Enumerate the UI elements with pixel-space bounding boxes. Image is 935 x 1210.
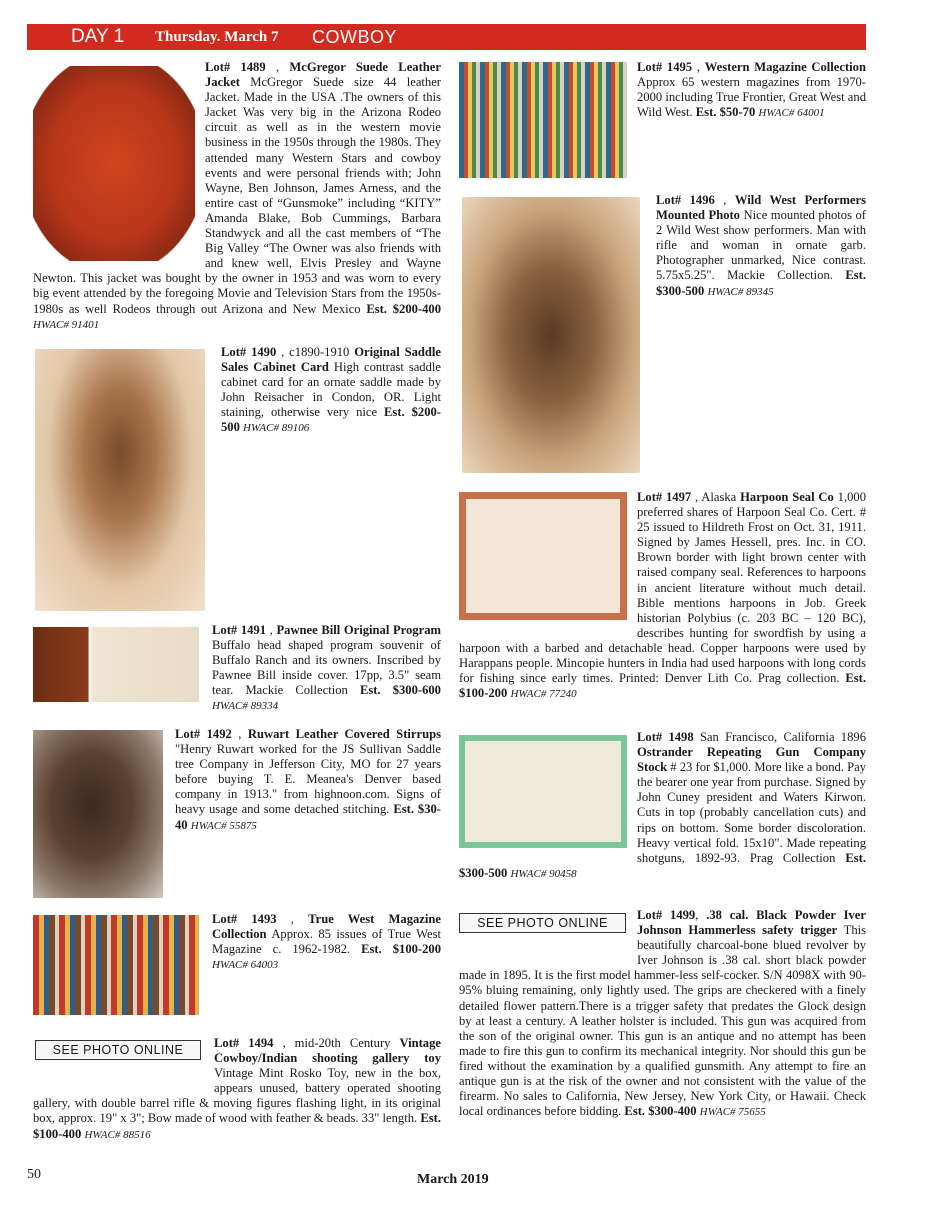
lot-number: Lot# 1489 bbox=[205, 60, 266, 74]
lot-description: McGregor Suede size 44 leather Jacket. Made in the USA .The owners of this Jacket Was very big in the Arizona Rodeo circuit as well as in the western movie business in the 1950s through the 1980s. They attended many Western Stars and cowboy events and were personal friends with; John Wayne, Ben Johnson, James Arness, and the entire cast of “Gunsmoke” including “KITY” Amanda Blake, Bob Cummings, Barbara Standwyck and all the cast members of “The Big Valley “The Owner was also friends with and knew well, Elvis Presley and Wayne Newton. This jacket was bought by the owner in 1953 and was worn to every big event attended by the foregoing Movie and Television Stars from the 1950s- 1980s as well Rodeos through out Arizona and New Mexico bbox=[33, 75, 441, 316]
see-photo-online-box[interactable] bbox=[35, 1040, 201, 1085]
lot-description: Buffalo head shaped program souvenir of Buffalo Ranch and its owners. Inscribed by Pawnee Bill inside cover. 17pp, 3.5" seam tear. Mackie Collection bbox=[212, 638, 441, 698]
lot-description: Approx. 85 issues of True West Magazine c. 1962-1982. bbox=[212, 927, 441, 957]
lot-prefix: , bbox=[696, 60, 700, 74]
lot-prefix: , c1890-1910 bbox=[281, 345, 350, 359]
lot-number: Lot# 1495 bbox=[637, 60, 693, 74]
lot-1498 bbox=[459, 730, 866, 882]
lot-estimate: Est. $300-500 bbox=[656, 268, 866, 298]
lot-estimate: Est. $50-70 bbox=[695, 105, 756, 120]
lot-estimate: Est. $100-200 bbox=[361, 942, 441, 957]
lot-number: Lot# 1490 bbox=[221, 345, 277, 359]
lot-estimate: Est. $100-400 bbox=[33, 1111, 441, 1141]
day-header-banner bbox=[27, 24, 866, 50]
ostrander-stock-certificate-photo[interactable] bbox=[459, 735, 627, 865]
lot-title: Wild West Performers Mounted Photo bbox=[656, 193, 867, 223]
lot-title: McGregor Suede Leather Jacket bbox=[205, 60, 441, 90]
lot-hwac: HWAC# 55875 bbox=[190, 819, 257, 832]
lot-hwac: HWAC# 90458 bbox=[510, 867, 577, 880]
lot-title: Vintage Cowboy/Indian shooting gallery toy bbox=[214, 1036, 441, 1066]
lot-hwac: HWAC# 89334 bbox=[212, 700, 279, 713]
lot-number: Lot# 1496 bbox=[656, 193, 715, 207]
lot-1490 bbox=[33, 345, 441, 611]
lot-prefix: , mid-20th Century bbox=[282, 1036, 391, 1050]
lot-prefix: , bbox=[238, 727, 242, 741]
lot-number: Lot# 1498 bbox=[637, 730, 694, 744]
lot-title: True West Magazine Collection bbox=[212, 912, 441, 942]
category-label: COWBOY bbox=[312, 27, 398, 47]
lot-description: # 23 for $1,000. More like a bond. Pay the bearer one year from purchase. Signed by John Cuney president and Waters Kirwon. Cuts in top (probably cancellation cuts) and rips on bottom. Some border discoloration. Heavy vertical fold. 15x10". Made repeating shotguns, 1892-93. Prag Collection bbox=[637, 760, 866, 865]
lot-hwac: HWAC# 64001 bbox=[758, 107, 825, 120]
lot-estimate: Est. $200-400 bbox=[366, 301, 441, 316]
lot-hwac: HWAC# 64003 bbox=[212, 959, 279, 972]
lot-hwac: HWAC# 77240 bbox=[510, 688, 577, 701]
lot-number: Lot# 1492 bbox=[175, 727, 232, 741]
lot-description: 1,000 preferred shares of Harpoon Seal Co. Cert. # 25 issued to Hildreth Frost on Oct. 31, 1911. Signed by James Hessell, pres. Inc. in CO. Brown border with light brown center with raised company seal. References to harpoons in ancient literature without much detail. Bible mentions harpoons in Job. Greek historian Polybius (c. 203 BC – 120 BC), describes hunting for swordfish by using a harpoon with a barbed and detachable head. Copper harpoons were used by Harappans people. Mincopie hunters in India had used harpoons with long cords for fishing since early times. Printed: Denver Lith Co. Prag collection. bbox=[459, 490, 866, 686]
wild-west-performers-photo[interactable] bbox=[462, 197, 640, 473]
lot-description: Nice mounted photos of 2 Wild West show performers. Man with rifle and woman in ornate garb. Photographer unmarked, Nice contrast. 5.75x5.25". Mackie Collection. bbox=[656, 208, 866, 283]
lot-estimate: Est. $300-400 bbox=[624, 1104, 697, 1119]
lot-title: Ostrander Repeating Gun Company Stock bbox=[637, 745, 866, 775]
lot-description: Approx 65 western magazines from 1970-2000 including True Frontier, Great West and Wild West. bbox=[637, 75, 866, 120]
lot-hwac: HWAC# 75655 bbox=[699, 1106, 766, 1119]
pawnee-bill-program-photo[interactable] bbox=[33, 627, 199, 702]
lot-1489 bbox=[33, 60, 441, 333]
lot-number: Lot# 1491 bbox=[212, 623, 267, 637]
lot-1493 bbox=[33, 912, 441, 1015]
lot-description: High contrast saddle cabinet card for an ornate saddle made by John Reisacher in Condon, OR. Light staining, otherwise very nice bbox=[221, 360, 441, 420]
lot-estimate: Est. $300-600 bbox=[359, 683, 441, 698]
lot-hwac: HWAC# 89345 bbox=[707, 285, 774, 298]
lot-title: Pawnee Bill Original Program bbox=[276, 623, 442, 637]
date-label: Thursday. March 7 bbox=[155, 29, 279, 45]
see-photo-online-label: SEE PHOTO ONLINE bbox=[459, 913, 626, 933]
lot-prefix: , bbox=[269, 623, 273, 637]
lot-title: Western Magazine Collection bbox=[704, 60, 866, 74]
lot-title: Original Saddle Sales Cabinet Card bbox=[221, 345, 441, 375]
issue-date: March 2019 bbox=[417, 1172, 489, 1187]
lot-prefix: , bbox=[275, 60, 280, 74]
saddle-cabinet-card-photo[interactable] bbox=[35, 349, 205, 611]
lot-number: Lot# 1493 bbox=[212, 912, 277, 926]
lot-1496 bbox=[459, 193, 866, 473]
lot-prefix: , bbox=[723, 193, 727, 207]
lot-number: Lot# 1499 bbox=[637, 908, 696, 922]
lot-hwac: HWAC# 89106 bbox=[243, 422, 310, 435]
lot-title: Harpoon Seal Co bbox=[740, 490, 834, 504]
see-photo-online-label: SEE PHOTO ONLINE bbox=[35, 1040, 201, 1060]
harpoon-seal-certificate-photo[interactable] bbox=[459, 492, 627, 632]
lot-number: Lot# 1497 bbox=[637, 490, 692, 504]
lot-title: Ruwart Leather Covered Stirrups bbox=[247, 727, 441, 741]
lot-description: "Henry Ruwart worked for the JS Sullivan Saddle tree Company in Jefferson City, MO for 27 years before buying T. E. Meanea's Denver based company in 1913." from highnoon.com. Signs of heavy usage and some detached stitching. bbox=[175, 742, 441, 817]
lot-1491 bbox=[33, 623, 441, 715]
western-magazines-photo[interactable] bbox=[459, 62, 627, 178]
see-photo-online-box[interactable] bbox=[459, 913, 626, 958]
true-west-magazines-photo[interactable] bbox=[33, 915, 199, 1015]
lot-estimate: Est. $200-500 bbox=[221, 405, 441, 435]
lot-estimate: Est. $100-200 bbox=[459, 671, 866, 701]
lot-1497 bbox=[459, 490, 866, 702]
day-label: DAY 1 bbox=[71, 26, 125, 47]
lot-1492 bbox=[33, 727, 441, 898]
lot-hwac: HWAC# 91401 bbox=[33, 318, 100, 331]
stirrups-photo[interactable] bbox=[33, 730, 163, 898]
lot-1495 bbox=[459, 60, 866, 178]
lot-prefix: , bbox=[695, 908, 699, 922]
lot-description: This beautifully charcoal-bone blued revolver by Iver Johnson is .38 cal. short black powder made in 1895. It is the first model hammer-less self-cocker. S/N 4098X with 90-95% bluing remaining, only lightly used. The grips are checkered with a finely detailed flower pattern.There is a trigger safety that predates the Glock design by at least a century. A leather holster is included. This gun was acquired from the son of the original owner. This gun is an antique and no attempt has been made to fire this gun to confirm its mechanical integrity. Nor should this gun be fired without the examination by a qualified gunsmith. Any attempt to fire an antique gun is at the risk of the owner and not consistent with the value of the firearm. No sales to California, New Jersey, New York City, or Hawaii. Check local ordinances before bidding. bbox=[459, 923, 867, 1119]
lot-description: Vintage Mint Rosko Toy, new in the box, appears unused, battery operated shooting gallery, with double barrel rifle & moving figures flashing light, in its original box, approx. 19" x 3"; Bow made of wood with feather & beads. 33" length. bbox=[33, 1066, 441, 1126]
jacket-photo[interactable] bbox=[33, 66, 195, 261]
lot-estimate: Est. $300-500 bbox=[459, 850, 866, 880]
lot-hwac: HWAC# 88516 bbox=[84, 1128, 151, 1141]
lot-prefix: , Alaska bbox=[695, 490, 737, 504]
lot-1494 bbox=[33, 1036, 441, 1143]
page-number: 50 bbox=[27, 1167, 41, 1182]
lot-prefix: San Francisco, California 1896 bbox=[699, 730, 866, 744]
lot-prefix: , bbox=[290, 912, 294, 926]
lot-title: .38 cal. Black Powder Iver Johnson Hammerless safety trigger bbox=[637, 908, 866, 938]
lot-1499 bbox=[459, 908, 866, 1120]
lot-estimate: Est. $30-40 bbox=[175, 802, 441, 832]
lot-number: Lot# 1494 bbox=[214, 1036, 274, 1050]
